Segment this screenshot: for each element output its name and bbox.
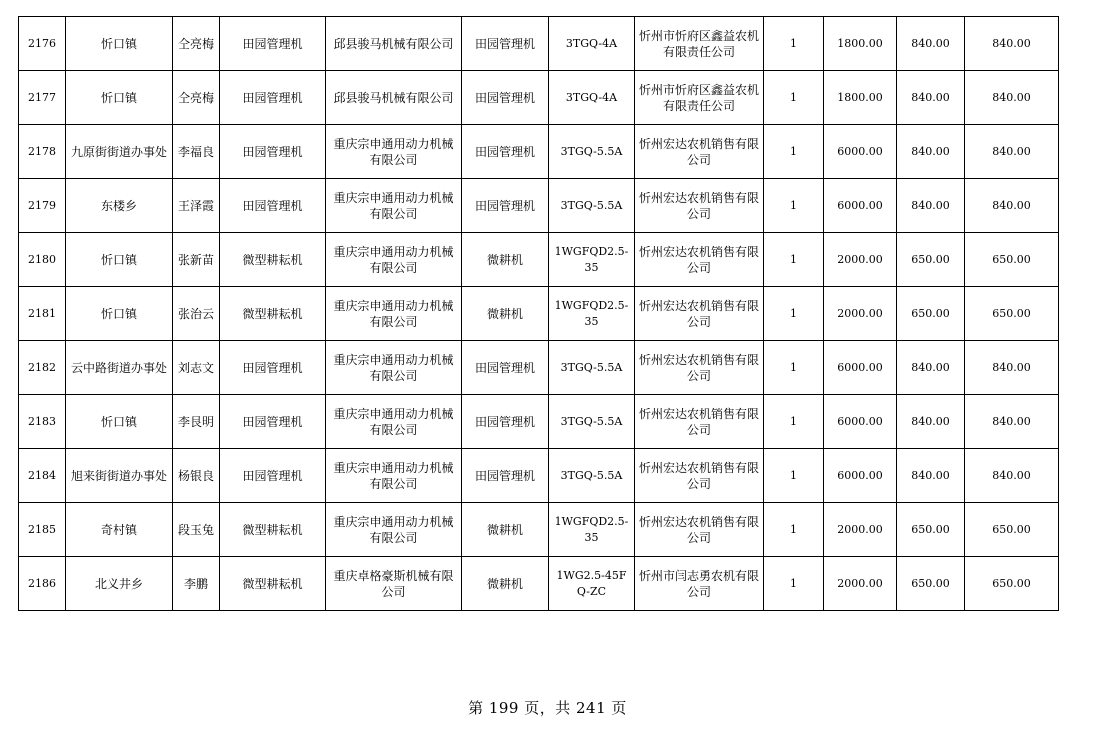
table-row xyxy=(19,17,1059,71)
cell-name: 仝亮梅 xyxy=(173,17,220,71)
cell-manufacturer: 重庆宗申通用动力机械有限公司 xyxy=(326,233,462,287)
cell-price: 6000.00 xyxy=(824,395,897,449)
cell-manufacturer: 邱县骏马机械有限公司 xyxy=(326,71,462,125)
cell-subsidy-b: 650.00 xyxy=(965,287,1059,341)
cell-manufacturer: 重庆宗申通用动力机械有限公司 xyxy=(326,503,462,557)
cell-no: 2176 xyxy=(19,17,66,71)
cell-subsidy-b: 840.00 xyxy=(965,17,1059,71)
cell-manufacturer: 重庆卓格豪斯机械有限公司 xyxy=(326,557,462,611)
cell-dealer: 忻州宏达农机销售有限公司 xyxy=(635,449,764,503)
cell-model: 3TGQ-5.5A xyxy=(549,395,635,449)
cell-dealer: 忻州宏达农机销售有限公司 xyxy=(635,341,764,395)
cell-category: 田园管理机 xyxy=(220,71,326,125)
cell-product: 田园管理机 xyxy=(462,449,549,503)
cell-price: 1800.00 xyxy=(824,17,897,71)
cell-town: 云中路街道办事处 xyxy=(66,341,173,395)
cell-name: 张治云 xyxy=(173,287,220,341)
table-row xyxy=(19,341,1059,395)
cell-price: 6000.00 xyxy=(824,125,897,179)
cell-manufacturer: 重庆宗申通用动力机械有限公司 xyxy=(326,341,462,395)
cell-product: 田园管理机 xyxy=(462,125,549,179)
cell-dealer: 忻州市忻府区鑫益农机有限责任公司 xyxy=(635,17,764,71)
table-row xyxy=(19,503,1059,557)
cell-qty: 1 xyxy=(764,395,824,449)
cell-product: 田园管理机 xyxy=(462,395,549,449)
cell-no: 2179 xyxy=(19,179,66,233)
cell-qty: 1 xyxy=(764,125,824,179)
cell-no: 2182 xyxy=(19,341,66,395)
cell-model: 3TGQ-4A xyxy=(549,71,635,125)
cell-model: 1WGFQD2.5-35 xyxy=(549,287,635,341)
cell-name: 李艮明 xyxy=(173,395,220,449)
cell-dealer: 忻州宏达农机销售有限公司 xyxy=(635,395,764,449)
cell-model: 3TGQ-4A xyxy=(549,17,635,71)
cell-name: 李鹏 xyxy=(173,557,220,611)
cell-category: 微型耕耘机 xyxy=(220,287,326,341)
cell-no: 2184 xyxy=(19,449,66,503)
cell-qty: 1 xyxy=(764,17,824,71)
table-row xyxy=(19,233,1059,287)
cell-subsidy-a: 840.00 xyxy=(897,341,965,395)
cell-product: 田园管理机 xyxy=(462,71,549,125)
cell-town: 忻口镇 xyxy=(66,287,173,341)
cell-dealer: 忻州宏达农机销售有限公司 xyxy=(635,233,764,287)
cell-no: 2186 xyxy=(19,557,66,611)
cell-no: 2180 xyxy=(19,233,66,287)
cell-dealer: 忻州宏达农机销售有限公司 xyxy=(635,503,764,557)
cell-subsidy-a: 840.00 xyxy=(897,71,965,125)
cell-subsidy-b: 840.00 xyxy=(965,341,1059,395)
cell-name: 刘志文 xyxy=(173,341,220,395)
cell-model: 3TGQ-5.5A xyxy=(549,341,635,395)
cell-dealer: 忻州宏达农机销售有限公司 xyxy=(635,287,764,341)
cell-subsidy-a: 840.00 xyxy=(897,17,965,71)
cell-qty: 1 xyxy=(764,71,824,125)
cell-price: 1800.00 xyxy=(824,71,897,125)
cell-category: 田园管理机 xyxy=(220,17,326,71)
cell-subsidy-a: 840.00 xyxy=(897,179,965,233)
cell-product: 微耕机 xyxy=(462,557,549,611)
cell-manufacturer: 重庆宗申通用动力机械有限公司 xyxy=(326,395,462,449)
cell-category: 田园管理机 xyxy=(220,179,326,233)
cell-product: 田园管理机 xyxy=(462,17,549,71)
cell-dealer: 忻州市闫志勇农机有限公司 xyxy=(635,557,764,611)
cell-product: 田园管理机 xyxy=(462,341,549,395)
cell-qty: 1 xyxy=(764,287,824,341)
cell-name: 段玉兔 xyxy=(173,503,220,557)
cell-subsidy-b: 840.00 xyxy=(965,179,1059,233)
cell-subsidy-b: 840.00 xyxy=(965,449,1059,503)
cell-subsidy-a: 840.00 xyxy=(897,449,965,503)
cell-manufacturer: 重庆宗申通用动力机械有限公司 xyxy=(326,449,462,503)
cell-subsidy-a: 650.00 xyxy=(897,287,965,341)
cell-product: 田园管理机 xyxy=(462,179,549,233)
cell-dealer: 忻州宏达农机销售有限公司 xyxy=(635,179,764,233)
cell-name: 仝亮梅 xyxy=(173,71,220,125)
cell-subsidy-b: 650.00 xyxy=(965,233,1059,287)
cell-town: 忻口镇 xyxy=(66,395,173,449)
cell-price: 6000.00 xyxy=(824,449,897,503)
cell-product: 微耕机 xyxy=(462,287,549,341)
table-row xyxy=(19,71,1059,125)
cell-subsidy-a: 650.00 xyxy=(897,233,965,287)
cell-manufacturer: 重庆宗申通用动力机械有限公司 xyxy=(326,179,462,233)
table-row xyxy=(19,395,1059,449)
cell-category: 微型耕耘机 xyxy=(220,503,326,557)
cell-qty: 1 xyxy=(764,449,824,503)
cell-model: 3TGQ-5.5A xyxy=(549,125,635,179)
cell-category: 微型耕耘机 xyxy=(220,233,326,287)
cell-town: 忻口镇 xyxy=(66,71,173,125)
cell-no: 2183 xyxy=(19,395,66,449)
table-row xyxy=(19,125,1059,179)
table-body xyxy=(19,17,1059,611)
table-row xyxy=(19,557,1059,611)
cell-qty: 1 xyxy=(764,557,824,611)
cell-model: 3TGQ-5.5A xyxy=(549,179,635,233)
table-row xyxy=(19,287,1059,341)
cell-price: 2000.00 xyxy=(824,233,897,287)
cell-category: 田园管理机 xyxy=(220,449,326,503)
cell-price: 6000.00 xyxy=(824,179,897,233)
cell-category: 微型耕耘机 xyxy=(220,557,326,611)
cell-subsidy-b: 840.00 xyxy=(965,395,1059,449)
cell-town: 九原街街道办事处 xyxy=(66,125,173,179)
cell-no: 2178 xyxy=(19,125,66,179)
cell-manufacturer: 重庆宗申通用动力机械有限公司 xyxy=(326,125,462,179)
cell-qty: 1 xyxy=(764,233,824,287)
cell-price: 2000.00 xyxy=(824,287,897,341)
cell-town: 东楼乡 xyxy=(66,179,173,233)
subsidy-table xyxy=(18,16,1059,611)
cell-no: 2177 xyxy=(19,71,66,125)
cell-price: 2000.00 xyxy=(824,557,897,611)
cell-manufacturer: 重庆宗申通用动力机械有限公司 xyxy=(326,287,462,341)
cell-dealer: 忻州市忻府区鑫益农机有限责任公司 xyxy=(635,71,764,125)
cell-subsidy-a: 840.00 xyxy=(897,125,965,179)
cell-town: 忻口镇 xyxy=(66,233,173,287)
cell-model: 1WG2.5-45FQ-ZC xyxy=(549,557,635,611)
cell-dealer: 忻州宏达农机销售有限公司 xyxy=(635,125,764,179)
cell-product: 微耕机 xyxy=(462,503,549,557)
cell-manufacturer: 邱县骏马机械有限公司 xyxy=(326,17,462,71)
cell-town: 奇村镇 xyxy=(66,503,173,557)
cell-subsidy-b: 840.00 xyxy=(965,125,1059,179)
cell-model: 1WGFQD2.5-35 xyxy=(549,233,635,287)
cell-town: 北义井乡 xyxy=(66,557,173,611)
cell-name: 王泽霞 xyxy=(173,179,220,233)
table-row xyxy=(19,449,1059,503)
cell-name: 李福良 xyxy=(173,125,220,179)
cell-subsidy-b: 650.00 xyxy=(965,503,1059,557)
cell-subsidy-b: 650.00 xyxy=(965,557,1059,611)
cell-subsidy-a: 840.00 xyxy=(897,395,965,449)
table-row xyxy=(19,179,1059,233)
cell-category: 田园管理机 xyxy=(220,395,326,449)
cell-price: 6000.00 xyxy=(824,341,897,395)
page-number: 第 199 页，共 241 页 xyxy=(468,699,627,717)
cell-name: 张新苗 xyxy=(173,233,220,287)
cell-qty: 1 xyxy=(764,179,824,233)
cell-subsidy-b: 840.00 xyxy=(965,71,1059,125)
cell-category: 田园管理机 xyxy=(220,341,326,395)
cell-qty: 1 xyxy=(764,341,824,395)
cell-town: 旭来街街道办事处 xyxy=(66,449,173,503)
cell-model: 1WGFQD2.5-35 xyxy=(549,503,635,557)
cell-no: 2181 xyxy=(19,287,66,341)
cell-town: 忻口镇 xyxy=(66,17,173,71)
cell-no: 2185 xyxy=(19,503,66,557)
cell-product: 微耕机 xyxy=(462,233,549,287)
cell-subsidy-a: 650.00 xyxy=(897,503,965,557)
cell-name: 杨银良 xyxy=(173,449,220,503)
cell-subsidy-a: 650.00 xyxy=(897,557,965,611)
cell-model: 3TGQ-5.5A xyxy=(549,449,635,503)
cell-category: 田园管理机 xyxy=(220,125,326,179)
cell-price: 2000.00 xyxy=(824,503,897,557)
cell-qty: 1 xyxy=(764,503,824,557)
